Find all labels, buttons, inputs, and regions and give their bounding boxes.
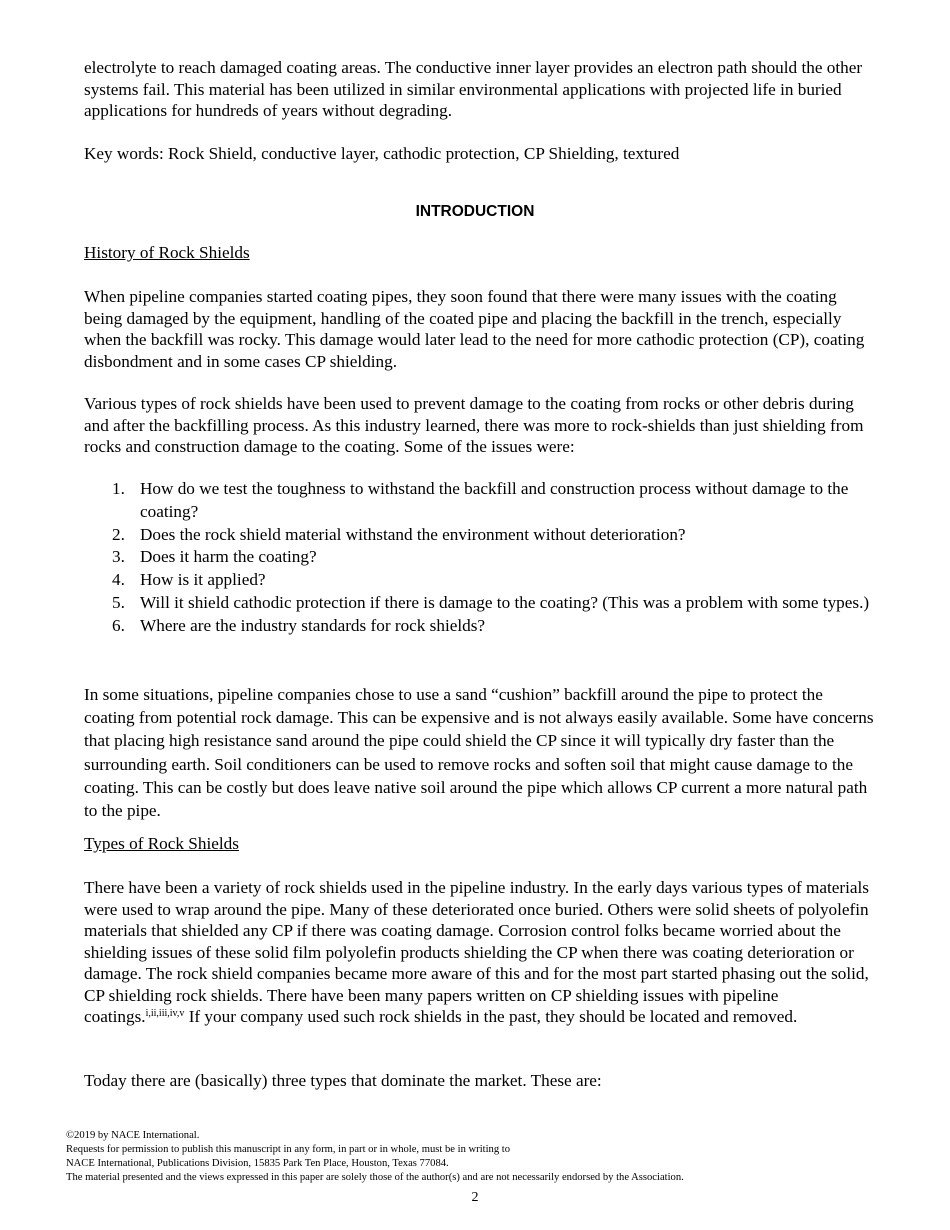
section-heading-introduction: INTRODUCTION: [415, 203, 535, 220]
list-item: [84, 546, 874, 569]
copyright-footer: [66, 1129, 886, 1185]
subheading-types-of-rock-shields: Types of Rock Shields: [84, 834, 239, 853]
list-item-text: Does the rock shield material withstand the environment without deterioration?: [140, 524, 686, 544]
list-item-number: 5.: [112, 592, 125, 612]
list-item: [84, 592, 874, 615]
issues-list: [84, 478, 874, 638]
list-item-number: 1.: [112, 479, 125, 498]
list-item-number: 6.: [112, 615, 125, 635]
footer-copyright: ©2019 by NACE International.: [66, 1130, 200, 1141]
list-item-number: 3.: [112, 547, 125, 567]
keywords-line: Key words: Rock Shield, conductive layer, cathodic protection, CP Shielding, textured: [84, 144, 680, 163]
footer-address: NACE International, Publications Division, 15835 Park Ten Place, Houston, Texas 77084.: [66, 1158, 449, 1169]
history-paragraph-2: Various types of rock shields have been used to prevent damage to the coating from rocks or other debris during and after the backfilling process. As this industry learned, there was more to rock-shields than just shielding from rocks and construction damage to the coating. Some of the issues were:: [84, 394, 864, 456]
list-item: [84, 478, 874, 524]
reference-superscripts: i,ii,iii,iv,v: [145, 1008, 185, 1019]
abstract-continuation: electrolyte to reach damaged coating areas. The conductive inner layer provides an electron path should the other systems fail. This material has been utilized in similar environmental applications with projected life in buried applications for hundreds of years without degrading.: [84, 58, 863, 120]
list-item-text: How is it applied?: [140, 570, 266, 590]
list-item: [84, 524, 874, 547]
list-item-text: Will it shield cathodic protection if there is damage to the coating? (This was a problem with some types.): [140, 592, 870, 612]
list-item-text: Where are the industry standards for rock shields?: [140, 615, 486, 635]
footer-permission: Requests for permission to publish this manuscript in any form, in part or in whole, must be in writing to: [66, 1144, 511, 1155]
history-paragraph-1: When pipeline companies started coating pipes, they soon found that there were many issues with the coating being damaged by the equipment, handling of the coated pipe and placing the backfill in the trench, especially when the backfill was rocky. This damage would later lead to the need for more cathodic protection (CP), coating disbondment and in some cases CP shielding.: [84, 287, 865, 371]
types-paragraph-1-text: There have been a variety of rock shields used in the pipeline industry. In the early days various types of materials were used to wrap around the pipe. Many of these deteriorated once buried. Others were solid sheets of polyolefin materials that shielded any CP if there was coating damage. Corrosion control folks became worried about the shielding issues of these solid film polyolefin products shielding the CP when there was coating deterioration or damage. The rock shield companies became more aware of this and for the most part started phasing out the solid, CP shielding rock shields. There have been many papers written on CP shielding issues with pipeline coatings.: [84, 878, 869, 1026]
types-paragraph-2: Today there are (basically) three types that dominate the market. These are:: [84, 1071, 602, 1090]
page-number: 2: [471, 1190, 479, 1205]
list-item-text: Does it harm the coating?: [140, 547, 317, 567]
list-item-number: 2.: [112, 524, 125, 544]
subheading-history-of-rock-shields: History of Rock Shields: [84, 243, 250, 262]
history-paragraph-3: In some situations, pipeline companies chose to use a sand “cushion” backfill around the pipe to protect the coating from potential rock damage. This can be expensive and is not always easily available. Some have concerns that placing high resistance sand around the pipe could shield the CP since it will typically dry faster than the surrounding earth. Soil conditioners can be used to remove rocks and soften soil that might cause damage to the coating. This can be costly but does leave native soil around the pipe which allows CP current a more natural path to the pipe.: [84, 685, 874, 821]
types-paragraph-1: [84, 877, 874, 1028]
list-item: [84, 615, 874, 638]
footer-disclaimer: The material presented and the views expressed in this paper are solely those of the author(s) and are not necessarily endorsed by the Association.: [66, 1172, 684, 1183]
list-item-number: 4.: [112, 570, 125, 590]
types-paragraph-1-tail: If your company used such rock shields in the past, they should be located and removed.: [184, 1007, 798, 1026]
list-item: [84, 569, 874, 592]
list-item-text: How do we test the toughness to withstand the backfill and construction process without damage to the coating?: [140, 479, 849, 521]
